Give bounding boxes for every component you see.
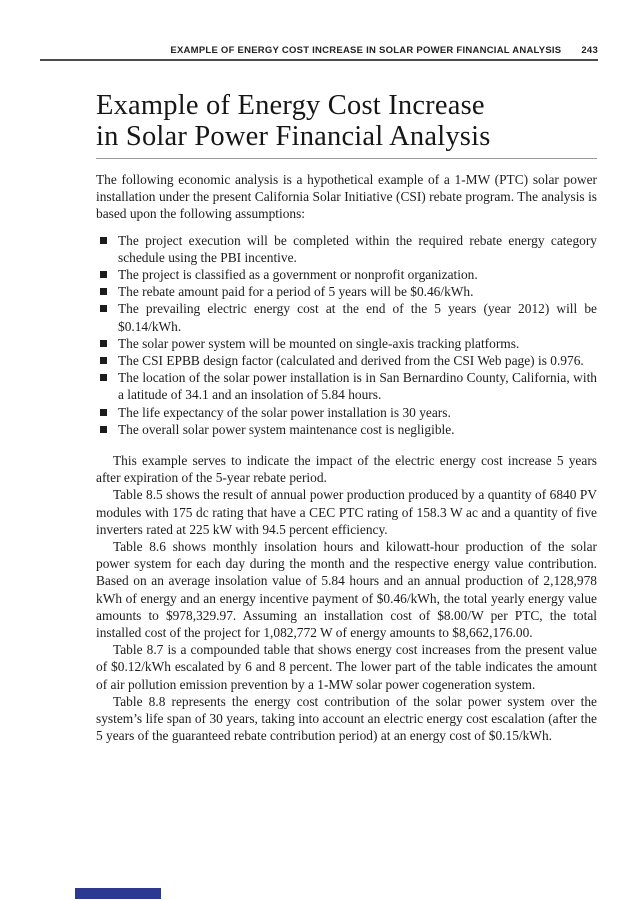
- list-item-text: The rebate amount paid for a period of 5 years will be $0.46/kWh.: [118, 284, 474, 300]
- list-item-text: The location of the solar power installation is in San Bernardino County, California, with a latitude of 34.1 and an insolation of 5.84 hours.: [118, 370, 597, 403]
- assumptions-list: [96, 232, 597, 438]
- body-paragraph: This example serves to indicate the impact of the electric energy cost increase 5 years after expiration of the 5-year rebate period.: [96, 453, 597, 486]
- list-item-text: The project is classified as a government or nonprofit organization.: [118, 267, 478, 283]
- list-item: [100, 421, 597, 438]
- list-item-text: The overall solar power system maintenance cost is negligible.: [118, 421, 455, 437]
- list-item-text: The solar power system will be mounted on single-axis tracking platforms.: [118, 335, 520, 351]
- list-item: [100, 232, 597, 266]
- header-rule: [40, 59, 598, 61]
- page-title-line1: Example of Energy Cost Increase: [96, 90, 485, 121]
- list-item: [100, 404, 597, 421]
- page-title-line2: in Solar Power Financial Analysis: [96, 121, 491, 152]
- scan-watermark-bar: [75, 888, 161, 899]
- bullet-square-icon: [100, 288, 107, 295]
- list-item: [100, 335, 597, 352]
- list-item: [100, 369, 597, 403]
- title-rule: [96, 158, 597, 159]
- bullet-square-icon: [100, 271, 107, 278]
- list-item-text: The project execution will be completed within the required rebate energy category schedule using the PBI incentive.: [118, 232, 597, 265]
- body-paragraph: Table 8.7 is a compounded table that shows energy cost increases from the present value of $0.12/kWh escalated by 6 and 8 percent. The lower part of the table indicates the amount of air pollution emission prevention by a 1-MW solar power cogeneration system.: [96, 642, 597, 692]
- page-number: 243: [581, 45, 598, 56]
- list-item: [100, 300, 597, 334]
- body-text: [96, 171, 597, 745]
- bullet-square-icon: [100, 374, 107, 381]
- list-item-text: The prevailing electric energy cost at the end of the 5 years (year 2012) will be $0.14/kWh.: [118, 301, 597, 334]
- list-item-text: The life expectancy of the solar power installation is 30 years.: [118, 404, 451, 420]
- list-item: [100, 352, 597, 369]
- body-paragraph: Table 8.6 shows monthly insolation hours and kilowatt-hour production of the solar power system for each day during the month and the respective energy value contribution. Based on an average insolation value of 5.84 hours and an annual production of 2,128,978 kWh of energy and an energy incentive payment of $0.46/kWh, the total yearly energy value amounts to $978,329.97. Assuming an installation cost of $8.00/W per PTC, the total installed cost of the project for 1,082,772 W of energy amounts to $8,662,176.00.: [96, 539, 597, 641]
- bullet-square-icon: [100, 237, 107, 244]
- bullet-square-icon: [100, 409, 107, 416]
- body-paragraph: Table 8.5 shows the result of annual power production produced by a quantity of 6840 PV modules with 175 dc rating that have a CEC PTC rating of 158.3 W ac and a quantity of five inverters rated at 225 kW with 94.5 percent efficiency.: [96, 487, 597, 537]
- intro-paragraph: The following economic analysis is a hypothetical example of a 1-MW (PTC) solar power installation under the present California Solar Initiative (CSI) rebate program. The analysis is based upon the following assumptions:: [96, 172, 597, 222]
- list-item: [100, 283, 597, 300]
- page-title: [96, 90, 597, 152]
- running-head-text: EXAMPLE OF ENERGY COST INCREASE IN SOLAR POWER FINANCIAL ANALYSIS: [170, 45, 562, 56]
- page-content: [96, 90, 597, 745]
- bullet-square-icon: [100, 305, 107, 312]
- bullet-square-icon: [100, 340, 107, 347]
- list-item: [100, 266, 597, 283]
- bullet-square-icon: [100, 357, 107, 364]
- running-header: [40, 45, 598, 56]
- bullet-square-icon: [100, 426, 107, 433]
- body-paragraph: Table 8.8 represents the energy cost contribution of the solar power system over the system’s life span of 30 years, taking into account an electric energy cost escalation (after the 5 years of the guaranteed rebate contribution period) at an energy cost of $0.15/kWh.: [96, 693, 597, 744]
- list-item-text: The CSI EPBB design factor (calculated and derived from the CSI Web page) is 0.976.: [118, 353, 584, 369]
